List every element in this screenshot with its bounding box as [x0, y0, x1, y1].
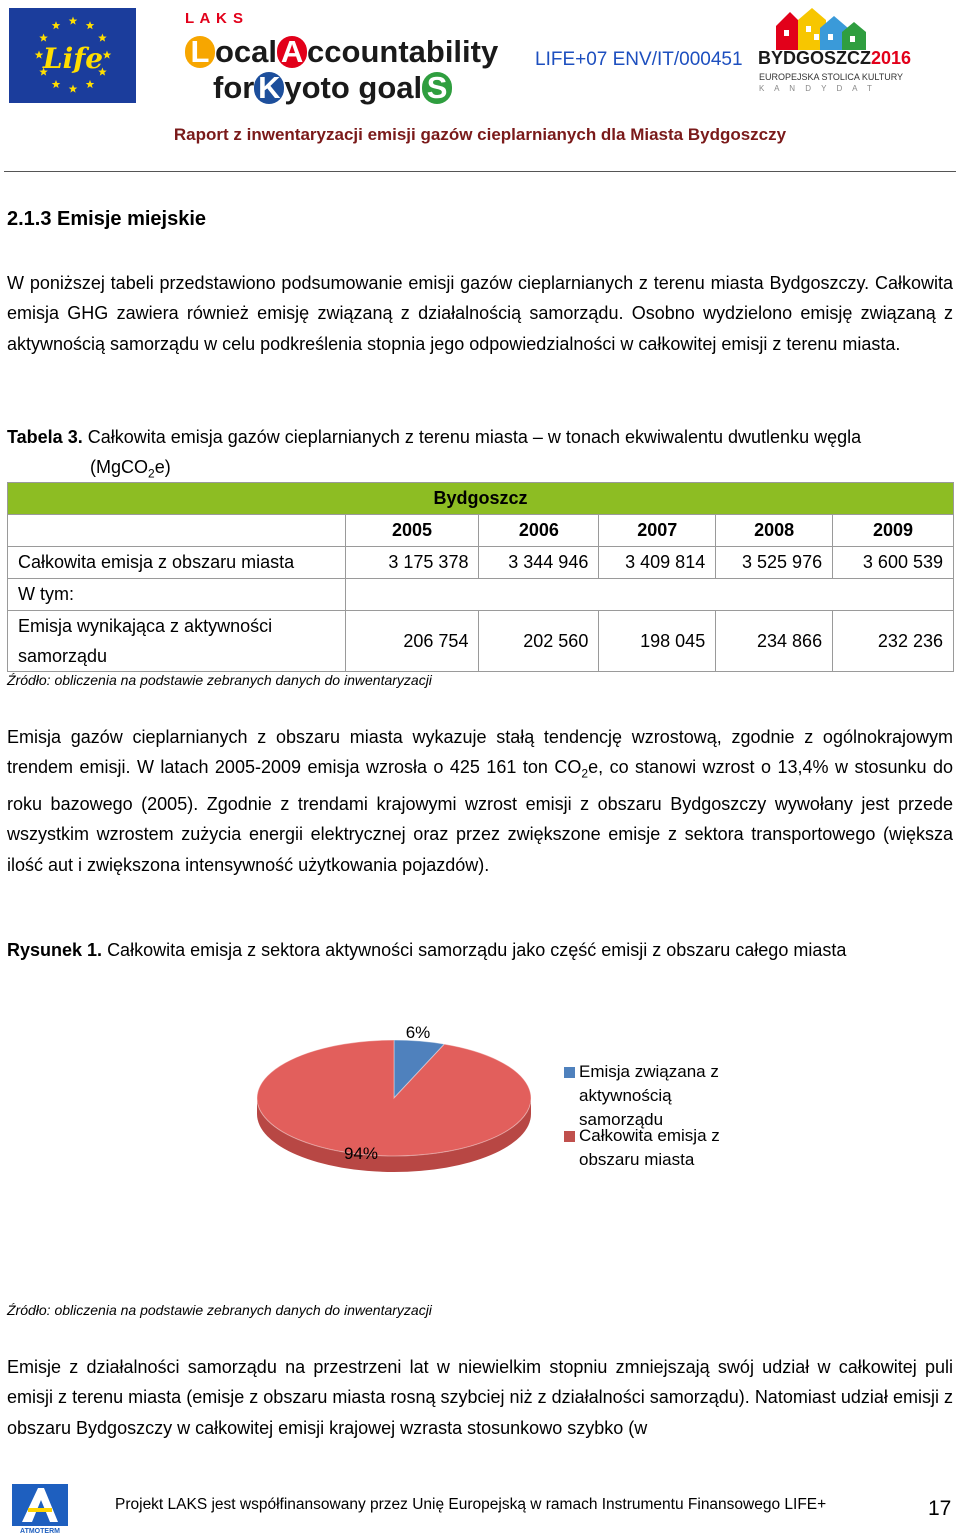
laks-for-text: for [213, 70, 255, 105]
table-row-government [8, 611, 954, 672]
emissions-table [7, 482, 954, 672]
legend-swatch [564, 1067, 575, 1078]
atmoterm-label: ATMOTERM [20, 1528, 60, 1534]
pie-chart [0, 1000, 960, 1250]
laks-line-2 [213, 70, 452, 106]
unit-sub: 2 [148, 466, 155, 481]
table-cell: 232 236 [833, 611, 954, 672]
table-city-header: Bydgoszcz [8, 483, 954, 515]
laks-letter-a: A [277, 36, 307, 68]
paragraph-2-part: Emisja gazów cieplarnianych z obszaru miasta wykazuje stałą tendencję wzrostową, zgodnie z ogólnokrajowym trendem emisji. W latach 2005-2009 emisja wzrosła o 425 161 ton CO [7, 727, 953, 778]
table-caption-text: Całkowita emisja gazów cieplarnianych z terenu miasta – w tonach ekwiwalentu dwutlenku węgla [87, 427, 862, 447]
laks-letter-s: S [422, 72, 452, 104]
bydgoszcz-logo-kandydat: K A N D Y D A T [759, 84, 876, 93]
year-header: 2006 [479, 515, 599, 547]
year-header: 2007 [599, 515, 716, 547]
page-number: 17 [928, 1497, 952, 1520]
figure-caption-text: Całkowita emisja z sektora aktywności samorządu jako część emisji z obszaru całego miasta [107, 940, 847, 960]
legend-label: samorządu [579, 1110, 664, 1129]
laks-letter-k: K [254, 72, 284, 104]
eu-life-logo [9, 8, 136, 103]
houses-icon [756, 6, 916, 52]
laks-local-text: ocal [215, 34, 278, 69]
table-row-total [8, 547, 954, 579]
legend-label: Całkowita emisja z [579, 1126, 720, 1145]
table-cell: 3 409 814 [599, 547, 716, 579]
legend-swatch [564, 1131, 575, 1142]
bydgoszcz-word: BYDGOSZCZ [758, 48, 872, 68]
laks-small-label: L A K S [185, 10, 244, 27]
table-cell: 198 045 [599, 611, 716, 672]
table-cell: 3 600 539 [833, 547, 954, 579]
pie-slice [257, 1040, 531, 1156]
paragraph-2-part: e, co stanowi wzrost o 13,4% w stosunku do roku bazowego (2005). Zgodnie z trendami krajowymi wzrost emisji z obszaru Bydgoszczy wywołany jest przede wszystkim wzrostem zużycia energii elektrycznej oraz przez zwiększone emisje z sektora transportowego (większa ilość aut i zwiększona intensywność użytkowania pojazdów). [7, 757, 953, 875]
row-label-line: Emisja wynikająca z aktywności [18, 616, 273, 636]
report-title: Raport z inwentaryzacji emisji gazów cieplarnianych dla Miasta Bydgoszczy [173, 125, 787, 144]
figure-caption [7, 935, 846, 965]
legend-label: obszaru miasta [579, 1150, 695, 1169]
unit-post: e) [154, 457, 171, 478]
bydgoszcz-logo-text [758, 48, 911, 69]
bydgoszcz-2016-logo [756, 6, 916, 98]
year-header: 2008 [716, 515, 833, 547]
table-empty-cell [345, 579, 953, 611]
table-caption-unit [7, 457, 171, 481]
laks-kyoto-text: yoto goal [284, 70, 423, 105]
header-rule [4, 171, 956, 172]
table-cell: 234 866 [716, 611, 833, 672]
table-caption [7, 422, 953, 489]
year-2016: 2016 [871, 48, 912, 68]
table-cell: 3 344 946 [479, 547, 599, 579]
legend-label: Emisja związana z [579, 1062, 719, 1081]
bydgoszcz-logo-subtitle: EUROPEJSKA STOLICA KULTURY [759, 72, 904, 82]
table-row-wtym [8, 579, 954, 611]
table-header-city-row [8, 483, 954, 515]
table-cell: 202 560 [479, 611, 599, 672]
legend-label: aktywnością [579, 1086, 672, 1105]
row-label: W tym: [8, 579, 346, 611]
atmoterm-logo [12, 1484, 68, 1534]
laks-accountability-text: ccountability [307, 34, 499, 69]
row-label: Całkowita emisja z obszaru miasta [8, 547, 346, 579]
table-source: Źródło: obliczenia na podstawie zebranych danych do inwentaryzacji [7, 672, 432, 688]
unit-pre: (MgCO [90, 457, 148, 478]
paragraph-3: Emisje z działalności samorządu na przestrzeni lat w niewielkim stopniu zmniejszają swój udział w całkowitej puli emisji z terenu miasta (emisje z obszaru miasta rosną szybciej niż z działalności samorządu). Natomiast udział emisji z obszaru Bydgoszczy w całkowitej emisji krajowej wzrasta stosunkowo szybko (w [7, 1357, 953, 1438]
table-cell: 3 525 976 [716, 547, 833, 579]
figure-source: Źródło: obliczenia na podstawie zebranych danych do inwentaryzacji [7, 1302, 432, 1318]
table-cell: 3 175 378 [345, 547, 479, 579]
section-heading: 2.1.3 Emisje miejskie [7, 208, 207, 230]
table-empty-cell [8, 515, 346, 547]
paragraph-2 [7, 722, 953, 880]
project-code: LIFE+07 ENV/IT/000451 [535, 49, 743, 70]
life-logo-text: Life [42, 42, 104, 75]
row-label-line: samorządu [18, 646, 108, 666]
laks-line-1 [185, 34, 498, 70]
table-cell: 206 754 [345, 611, 479, 672]
year-header: 2009 [833, 515, 954, 547]
pie-data-label: 6% [405, 1023, 431, 1042]
intro-paragraph: W poniższej tabeli przedstawiono podsumowanie emisji gazów cieplarnianych z terenu miasta Bydgoszczy. Całkowita emisja GHG zawiera również emisję związaną z działalnością samorządu. Osobno wydzielono emisję związaną z aktywnością samorządu w celu podkreślenia stopnia jego odpowiedzialności w całkowitej emisji z terenu miasta. [7, 273, 953, 354]
table-years-row [8, 515, 954, 547]
paragraph-2-sub: 2 [581, 766, 589, 781]
row-label [8, 611, 346, 672]
table-caption-label: Tabela 3. [7, 427, 83, 447]
footer-text: Projekt LAKS jest współfinansowany przez Unię Europejską w ramach Instrumentu Finansowego LIFE+ [115, 1496, 827, 1513]
laks-logo [185, 8, 505, 103]
pie-data-label: 94% [343, 1144, 379, 1163]
laks-letter-l: L [185, 36, 215, 68]
year-header: 2005 [345, 515, 479, 547]
figure-caption-label: Rysunek 1. [7, 940, 103, 960]
